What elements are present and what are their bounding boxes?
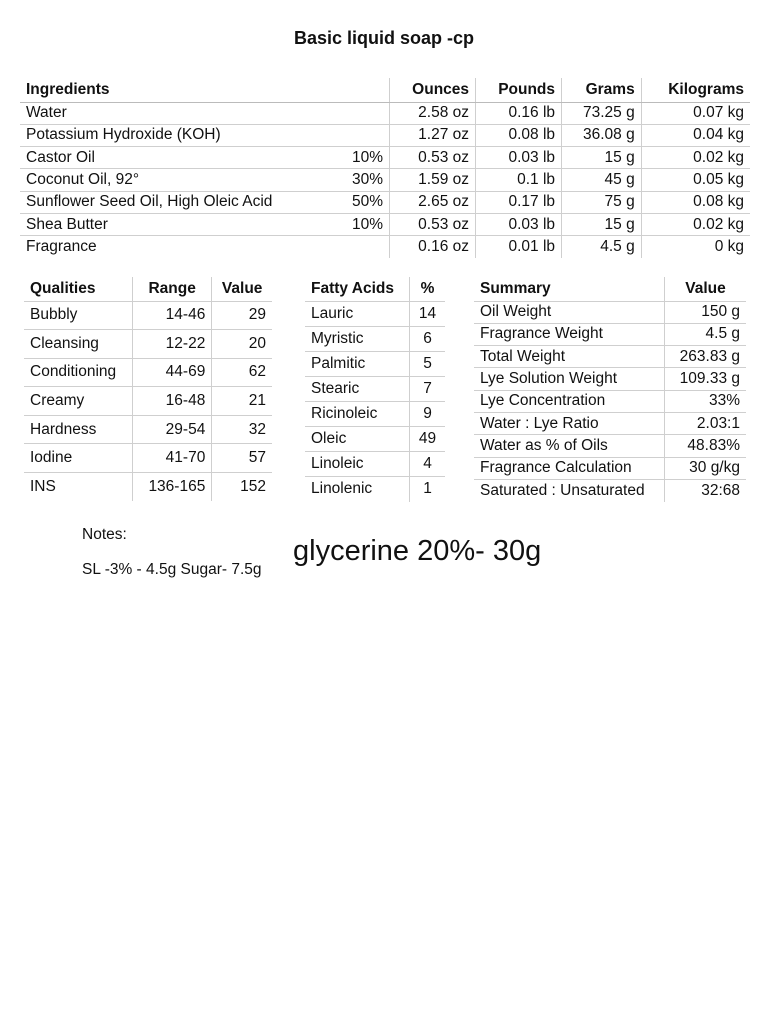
table-header-row — [474, 277, 746, 301]
column-header-kilograms: Kilograms — [641, 78, 750, 102]
ingredient-kilograms: 0.04 kg — [641, 124, 750, 146]
table-row — [474, 346, 746, 368]
quality-value: 32 — [212, 415, 272, 444]
ingredient-kilograms: 0 kg — [641, 236, 750, 258]
ingredient-grams: 15 g — [562, 213, 642, 235]
summary-label: Fragrance Weight — [474, 323, 665, 345]
table-row — [24, 358, 272, 387]
fatty-acid-percent: 49 — [410, 426, 446, 451]
ingredient-grams: 36.08 g — [562, 124, 642, 146]
summary-label: Lye Concentration — [474, 390, 665, 412]
quality-name: Cleansing — [24, 330, 133, 359]
table-row — [474, 301, 746, 323]
ingredient-ounces: 0.53 oz — [390, 213, 476, 235]
ingredient-pounds: 0.1 lb — [476, 169, 562, 191]
table-header-row — [24, 277, 272, 301]
column-header-percent — [332, 78, 390, 102]
fatty-acid-name: Myristic — [305, 326, 410, 351]
ingredient-name: Fragrance — [20, 236, 332, 258]
summary-table — [474, 277, 746, 502]
column-header-pounds: Pounds — [476, 78, 562, 102]
table-row — [24, 301, 272, 330]
ingredient-percent — [332, 124, 390, 146]
summary-label: Water as % of Oils — [474, 435, 665, 457]
quality-value: 29 — [212, 301, 272, 330]
fatty-acid-name: Oleic — [305, 426, 410, 451]
quality-range: 41-70 — [133, 444, 212, 473]
quality-range: 29-54 — [133, 415, 212, 444]
quality-range: 16-48 — [133, 387, 212, 416]
table-row — [20, 236, 750, 258]
summary-value: 109.33 g — [665, 368, 747, 390]
table-header-row — [20, 78, 750, 102]
ingredient-grams: 75 g — [562, 191, 642, 213]
table-row — [20, 169, 750, 191]
table-row — [20, 102, 750, 124]
table-row — [474, 435, 746, 457]
table-row — [474, 479, 746, 501]
summary-value: 263.83 g — [665, 346, 747, 368]
ingredient-name: Potassium Hydroxide (KOH) — [20, 124, 332, 146]
table-row — [474, 457, 746, 479]
fatty-acid-name: Linolenic — [305, 477, 410, 502]
ingredient-percent — [332, 236, 390, 258]
table-row — [20, 124, 750, 146]
table-row — [305, 351, 445, 376]
ingredient-percent: 30% — [332, 169, 390, 191]
ingredient-ounces: 1.59 oz — [390, 169, 476, 191]
table-row — [474, 368, 746, 390]
table-row — [20, 147, 750, 169]
fatty-acid-name: Ricinoleic — [305, 401, 410, 426]
quality-name: Creamy — [24, 387, 133, 416]
column-header-qualities: Qualities — [30, 279, 96, 297]
summary-label: Total Weight — [474, 346, 665, 368]
fatty-acid-name: Linoleic — [305, 452, 410, 477]
table-row — [305, 426, 445, 451]
ingredient-pounds: 0.16 lb — [476, 102, 562, 124]
column-header-grams: Grams — [562, 78, 642, 102]
quality-value: 21 — [212, 387, 272, 416]
ingredient-ounces: 2.58 oz — [390, 102, 476, 124]
ingredient-kilograms: 0.05 kg — [641, 169, 750, 191]
ingredient-ounces: 2.65 oz — [390, 191, 476, 213]
ingredients-table — [20, 78, 750, 258]
quality-value: 20 — [212, 330, 272, 359]
ingredient-name: Water — [20, 102, 332, 124]
table-row — [474, 323, 746, 345]
table-row — [305, 301, 445, 326]
table-row — [474, 390, 746, 412]
ingredient-ounces: 0.16 oz — [390, 236, 476, 258]
quality-range: 12-22 — [133, 330, 212, 359]
column-header-value: Value — [665, 277, 747, 301]
table-row — [20, 213, 750, 235]
fatty-acid-name: Palmitic — [305, 351, 410, 376]
fatty-acid-percent: 4 — [410, 452, 446, 477]
note-line: SL -3% - 4.5g Sugar- 7.5g — [82, 561, 262, 578]
summary-value: 48.83% — [665, 435, 747, 457]
fatty-acid-percent: 7 — [410, 376, 446, 401]
ingredient-grams: 15 g — [562, 147, 642, 169]
summary-value: 33% — [665, 390, 747, 412]
table-row — [474, 412, 746, 434]
ingredient-kilograms: 0.02 kg — [641, 213, 750, 235]
fatty-acid-percent: 5 — [410, 351, 446, 376]
ingredient-grams: 4.5 g — [562, 236, 642, 258]
ingredient-pounds: 0.08 lb — [476, 124, 562, 146]
summary-label: Lye Solution Weight — [474, 368, 665, 390]
quality-range: 44-69 — [133, 358, 212, 387]
quality-name: Hardness — [24, 415, 133, 444]
fatty-acid-percent: 1 — [410, 477, 446, 502]
table-row — [24, 387, 272, 416]
column-header-ounces: Ounces — [390, 78, 476, 102]
table-row — [24, 330, 272, 359]
ingredient-ounces: 1.27 oz — [390, 124, 476, 146]
column-header-ingredients: Ingredients — [20, 78, 332, 102]
ingredient-kilograms: 0.02 kg — [641, 147, 750, 169]
summary-value: 32:68 — [665, 479, 747, 501]
ingredient-kilograms: 0.08 kg — [641, 191, 750, 213]
ingredient-percent: 10% — [332, 147, 390, 169]
ingredient-name: Castor Oil — [20, 147, 332, 169]
qualities-table — [24, 277, 272, 501]
ingredient-name: Sunflower Seed Oil, High Oleic Acid — [20, 191, 332, 213]
summary-label: Oil Weight — [474, 301, 665, 323]
ingredient-percent: 10% — [332, 213, 390, 235]
quality-value: 62 — [212, 358, 272, 387]
ingredient-percent: 50% — [332, 191, 390, 213]
summary-value: 150 g — [665, 301, 747, 323]
summary-label: Saturated : Unsaturated — [474, 479, 665, 501]
quality-value: 57 — [212, 444, 272, 473]
fatty-acid-name: Lauric — [305, 301, 410, 326]
table-row — [24, 415, 272, 444]
quality-value: 152 — [212, 473, 272, 502]
table-row — [305, 326, 445, 351]
ingredient-pounds: 0.01 lb — [476, 236, 562, 258]
table-row — [305, 477, 445, 502]
quality-name: Bubbly — [24, 301, 133, 330]
column-header-percent: % — [410, 277, 446, 301]
quality-range: 14-46 — [133, 301, 212, 330]
summary-label: Fragrance Calculation — [474, 457, 665, 479]
quality-range: 136-165 — [133, 473, 212, 502]
table-row — [305, 401, 445, 426]
ingredient-name: Coconut Oil, 92° — [20, 169, 332, 191]
column-header-value: Value — [212, 277, 272, 301]
ingredient-pounds: 0.03 lb — [476, 147, 562, 169]
ingredient-grams: 73.25 g — [562, 102, 642, 124]
ingredient-name: Shea Butter — [20, 213, 332, 235]
page-title: Basic liquid soap -cp — [293, 28, 475, 48]
table-row — [24, 444, 272, 473]
summary-value: 30 g/kg — [665, 457, 747, 479]
fatty-acids-table — [305, 277, 445, 502]
ingredient-percent — [332, 102, 390, 124]
fatty-acid-percent: 9 — [410, 401, 446, 426]
column-header-summary: Summary — [480, 279, 551, 297]
quality-name: INS — [24, 473, 133, 502]
column-header-range: Range — [133, 277, 212, 301]
ingredient-grams: 45 g — [562, 169, 642, 191]
column-header-fatty-acids: Fatty Acids — [311, 279, 394, 297]
ingredient-pounds: 0.03 lb — [476, 213, 562, 235]
ingredient-ounces: 0.53 oz — [390, 147, 476, 169]
table-row — [24, 473, 272, 502]
quality-name: Conditioning — [24, 358, 133, 387]
table-header-row — [305, 277, 445, 301]
table-row — [305, 376, 445, 401]
fatty-acid-percent: 6 — [410, 326, 446, 351]
quality-name: Iodine — [24, 444, 133, 473]
table-row — [20, 191, 750, 213]
notes-label: Notes: — [82, 526, 127, 543]
fatty-acid-name: Stearic — [305, 376, 410, 401]
fatty-acid-percent: 14 — [410, 301, 446, 326]
summary-label: Water : Lye Ratio — [474, 412, 665, 434]
summary-value: 4.5 g — [665, 323, 747, 345]
ingredient-pounds: 0.17 lb — [476, 191, 562, 213]
ingredient-kilograms: 0.07 kg — [641, 102, 750, 124]
handwritten-annotation: glycerine 20%- 30g — [293, 535, 542, 567]
table-row — [305, 452, 445, 477]
summary-value: 2.03:1 — [665, 412, 747, 434]
